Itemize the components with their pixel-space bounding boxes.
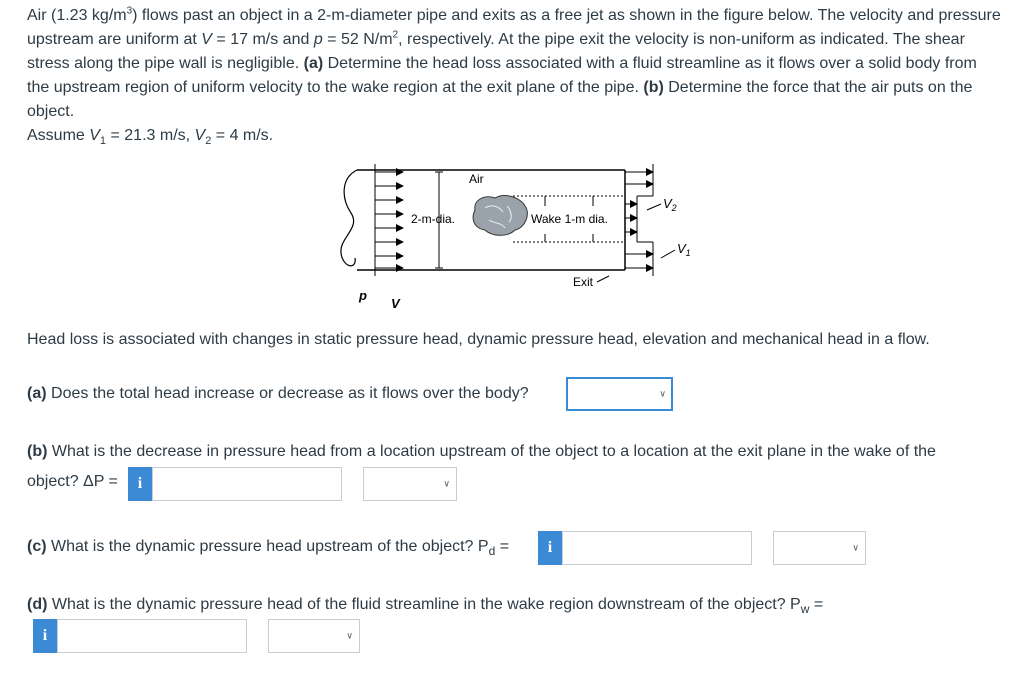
chevron-down-icon: ∨ <box>443 478 450 489</box>
question-b-line2: object? ΔP = <box>27 473 118 490</box>
pipe-diagram <box>335 158 705 316</box>
exit-label: Exit <box>573 275 594 289</box>
info-button-b[interactable]: i <box>128 467 152 501</box>
diameter-label: 2-m-dia. <box>411 212 456 226</box>
question-a: (a) Does the total head increase or decrease as it flows over the body? <box>27 385 529 402</box>
qc-answer-input[interactable] <box>562 531 752 565</box>
v1-label: $V_1$ <box>677 241 691 258</box>
qc-unit-select[interactable] <box>773 531 866 565</box>
question-c: (c) What is the dynamic pressure head upstream of the object? $P_d$ = <box>27 538 510 559</box>
qb-answer-input[interactable] <box>152 467 342 501</box>
qd-unit-select[interactable] <box>268 619 360 653</box>
air-label: Air <box>469 172 484 186</box>
upstream-velocity-profile <box>375 164 403 276</box>
inlet-break-curve <box>341 170 357 266</box>
intro-text: Head loss is associated with changes in static pressure head, dynamic pressure head, elevation and mechanical head in a flow. <box>27 331 930 348</box>
v-label: V <box>391 296 400 311</box>
chevron-down-icon: ∨ <box>852 542 859 553</box>
qd-answer-input[interactable] <box>57 619 247 653</box>
qa-select[interactable] <box>566 377 673 411</box>
qb-unit-select[interactable] <box>363 467 457 501</box>
exit-velocity-profile <box>625 164 653 276</box>
v2-label: $V_2$ <box>663 196 677 213</box>
question-b-line1: (b) What is the decrease in pressure head from a location upstream of the object to a location at the exit plane in the wake of the <box>27 443 936 460</box>
p-label: p <box>359 288 367 303</box>
problem-paragraph: Air (1.23 $kg/m^3$) flows past an object in a 2-m-diameter pipe and exits as a free jet as shown in the figure below. The velocity and pressure upstream are uniform at V = 17 m/s and p = 52 $N/m^2$, respectively. At the pipe exit the velocity is non-uniform as indicated. The shear stress along the pipe wall is negligible. (a) Determine the head loss associated with a fluid streamline as it flows over a solid body from the upstream region of uniform velocity to the wake region at the exit plane of the pipe. (b) Determine the force that the air puts on the object. <box>27 5 1001 120</box>
info-button-d[interactable]: i <box>33 619 57 653</box>
assumption-line: Assume $V_1 = 21.3$ m/s, $V_2 = 4$ m/s. <box>27 127 274 148</box>
chevron-down-icon: ∨ <box>659 388 666 399</box>
wake-label: Wake 1-m dia. <box>531 212 608 226</box>
info-button-c[interactable]: i <box>538 531 562 565</box>
question-d: (d) What is the dynamic pressure head of the fluid streamline in the wake region downstream of the object? $P_w$ = <box>27 596 824 617</box>
chevron-down-icon: ∨ <box>346 630 353 641</box>
problem-statement <box>27 4 1002 148</box>
object-body <box>473 196 527 236</box>
pipe-figure <box>335 158 705 316</box>
